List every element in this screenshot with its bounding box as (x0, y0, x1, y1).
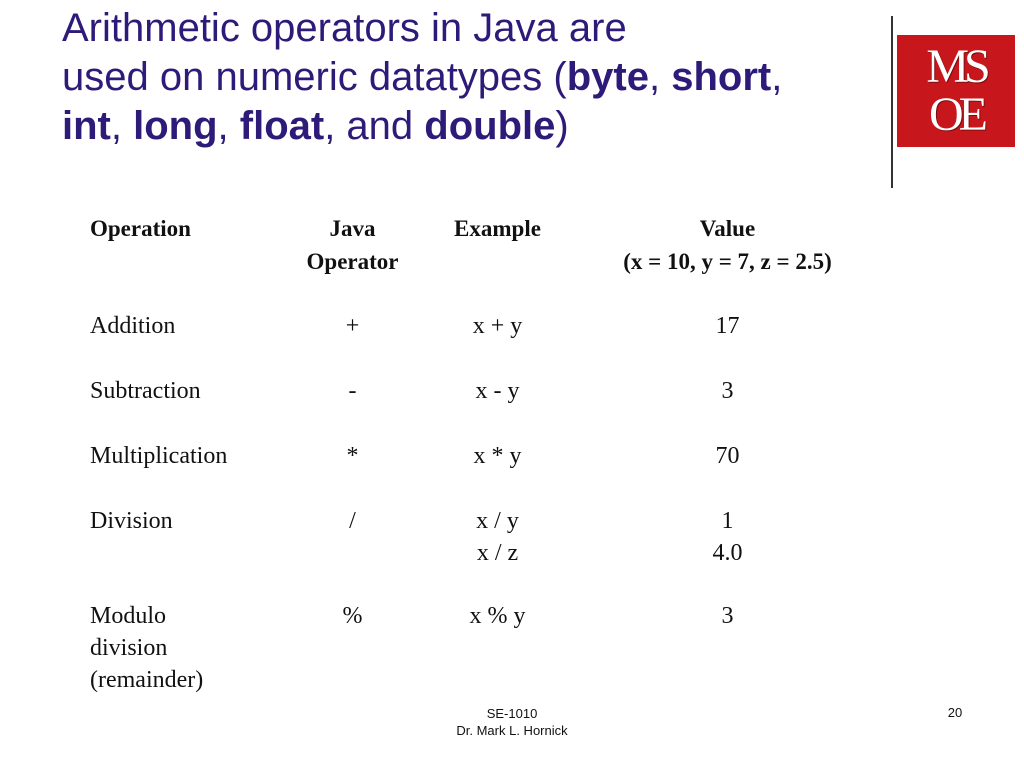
example-cell (425, 440, 570, 505)
example-cell (425, 600, 570, 700)
table-row (90, 440, 885, 505)
title-and: , and (324, 104, 425, 148)
header-value (570, 212, 885, 310)
value-result: 3 (721, 378, 734, 404)
operation-cell (90, 440, 280, 505)
slide-footer (412, 705, 612, 739)
header-example (425, 212, 570, 310)
title-separator: , (648, 55, 672, 99)
type-long: long (133, 104, 218, 148)
operator-symbol: - (348, 378, 357, 404)
example-expression: x / z (476, 540, 519, 566)
value-cell (570, 505, 885, 600)
header-value-line-2: (x = 10, y = 7, z = 2.5) (623, 249, 832, 274)
value-result: 17 (715, 313, 740, 339)
type-double: double (424, 104, 556, 148)
operator-cell (280, 375, 425, 440)
value-result: 4.0 (712, 540, 743, 566)
slide-title (62, 4, 892, 151)
value-result: 3 (721, 603, 734, 629)
slide-number: 20 (947, 705, 963, 720)
value-result: 70 (715, 443, 740, 469)
value-cell (570, 440, 885, 505)
example-cell (425, 505, 570, 600)
value-cell (570, 375, 885, 440)
table-row (90, 600, 885, 700)
example-expression: x - y (475, 378, 520, 404)
title-separator: , (771, 55, 783, 99)
footer-course: SE-1010 (486, 706, 538, 721)
value-cell (570, 600, 885, 700)
operator-symbol: % (342, 603, 363, 629)
table-header-row (90, 212, 885, 310)
type-float: float (239, 104, 325, 148)
table-row (90, 505, 885, 600)
title-line-1: Arithmetic operators in Java are (62, 6, 627, 50)
vertical-divider (891, 16, 893, 188)
value-cell (570, 310, 885, 375)
logo-line-2: OE (929, 88, 983, 141)
operation-name: division (90, 635, 168, 661)
table-row (90, 375, 885, 440)
type-short: short (671, 55, 772, 99)
operator-cell (280, 440, 425, 505)
title-separator: , (110, 104, 134, 148)
type-byte: byte (566, 55, 649, 99)
operation-cell (90, 505, 280, 600)
logo-line-1: MS (926, 40, 986, 93)
header-operator-line-1: Java (329, 216, 376, 241)
operator-symbol: * (346, 443, 359, 469)
operation-cell (90, 310, 280, 375)
operation-name: Subtraction (90, 378, 201, 404)
value-result: 1 (721, 508, 734, 534)
operation-cell (90, 600, 280, 700)
header-operator-line-2: Operator (306, 249, 399, 274)
example-expression: x / y (476, 508, 519, 534)
table-row (90, 310, 885, 375)
operator-cell (280, 505, 425, 600)
operation-cell (90, 375, 280, 440)
header-value-line-1: Value (699, 216, 756, 241)
msoe-logo (897, 35, 1015, 147)
operators-table (90, 212, 885, 700)
example-expression: x + y (472, 313, 523, 339)
header-operation-text: Operation (90, 216, 191, 241)
example-expression: x % y (469, 603, 526, 629)
title-line-2-prefix: used on numeric datatypes ( (62, 55, 567, 99)
operation-name: Addition (90, 313, 176, 339)
title-close-paren: ) (555, 104, 569, 148)
operation-name: Division (90, 508, 173, 534)
operation-name: Modulo (90, 603, 167, 629)
operator-symbol: + (345, 313, 360, 339)
header-example-text: Example (454, 216, 541, 241)
example-cell (425, 310, 570, 375)
operation-name: Multiplication (90, 443, 228, 469)
operator-symbol: / (349, 508, 356, 534)
header-operation (90, 212, 280, 310)
example-expression: x * y (473, 443, 522, 469)
operation-name: (remainder) (90, 667, 204, 693)
operator-cell (280, 310, 425, 375)
type-int: int (62, 104, 111, 148)
footer-author: Dr. Mark L. Hornick (456, 723, 568, 738)
example-cell (425, 375, 570, 440)
header-java-operator (280, 212, 425, 310)
title-separator: , (217, 104, 240, 148)
operator-cell (280, 600, 425, 700)
